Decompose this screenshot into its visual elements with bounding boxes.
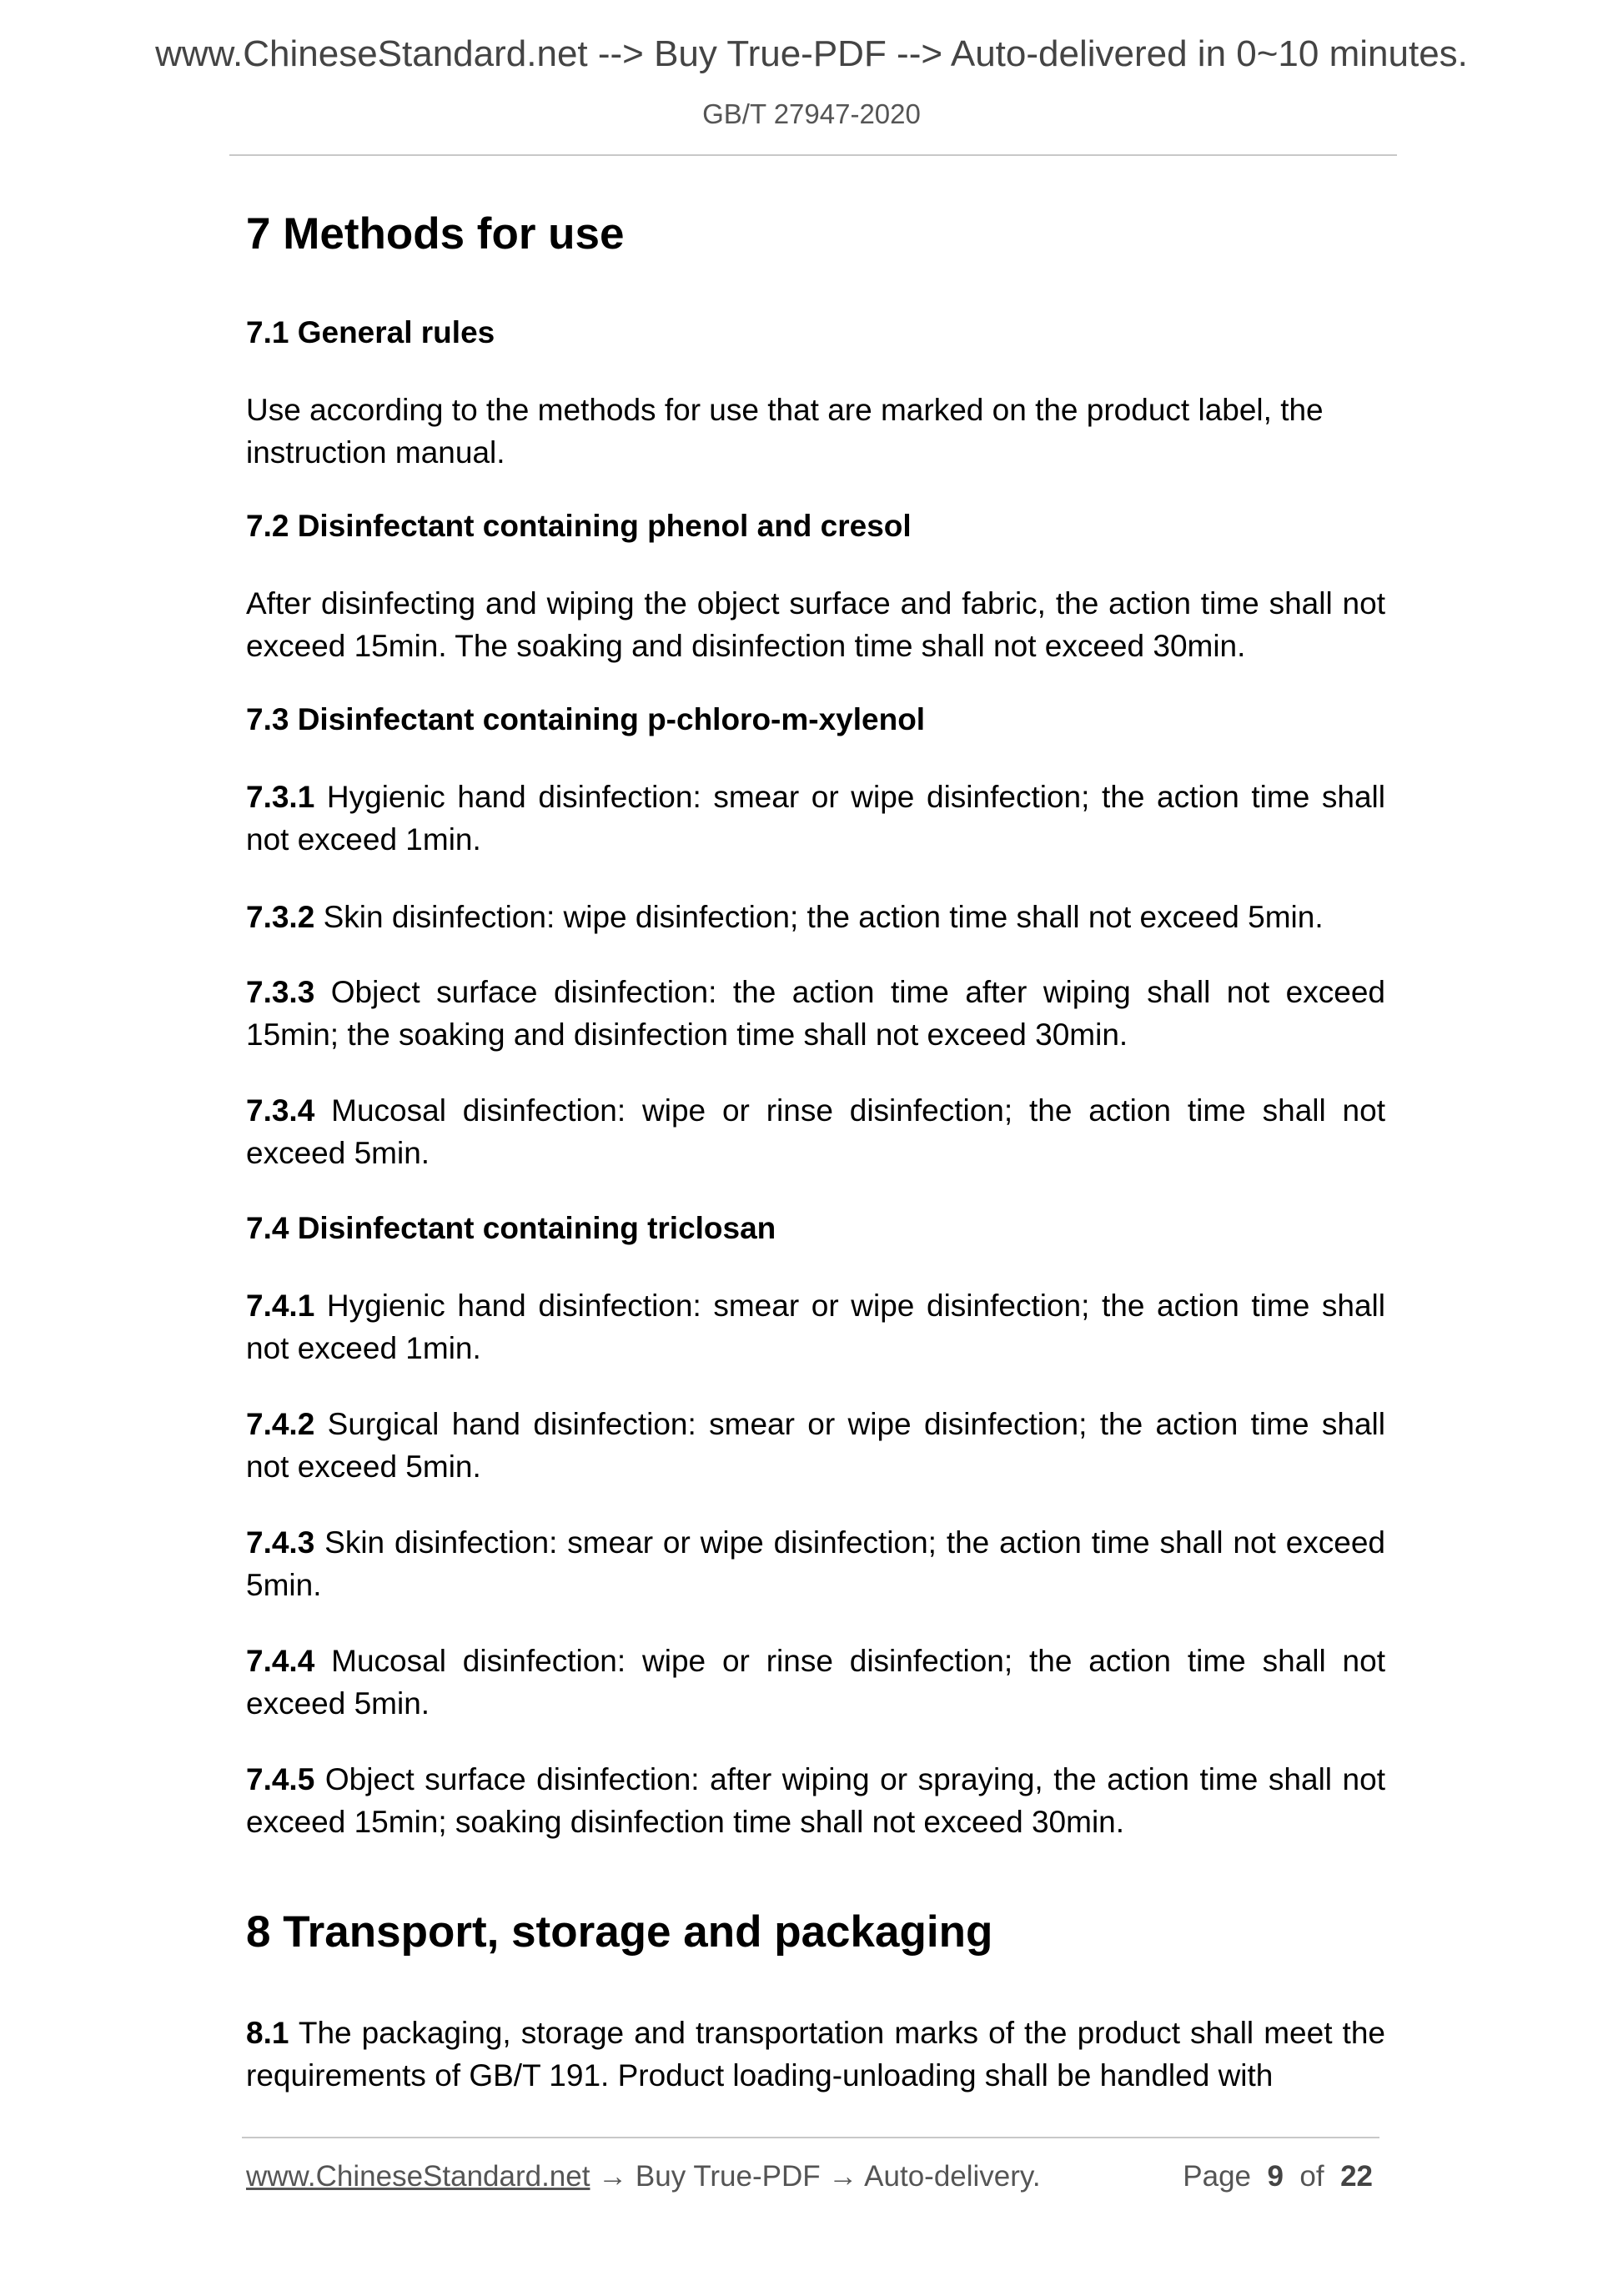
clause-text: Mucosal disinfection: wipe or rinse disinfection; the action time shall not exceed 5min. — [246, 1093, 1385, 1170]
section-7-1-text: Use according to the methods for use that are marked on the product label, the instruction manual. — [246, 393, 1324, 470]
clause-number: 7.4.5 — [246, 1762, 315, 1796]
clause-7-4-3 — [246, 1521, 1385, 1606]
footer-site-link[interactable]: www.ChineseStandard.net — [246, 2160, 590, 2193]
page-current: 9 — [1267, 2160, 1284, 2193]
page-total: 22 — [1340, 2160, 1373, 2193]
header-divider — [229, 154, 1397, 156]
clause-7-4-5 — [246, 1758, 1385, 1843]
clause-text: The packaging, storage and transportation marks of the product shall meet the requirements of GB/T 191. Product loading-unloading shall be handled with — [246, 2016, 1385, 2093]
clause-text: Hygienic hand disinfection: smear or wipe disinfection; the action time shall not exceed 1min. — [246, 1289, 1385, 1365]
section-7-1-title: 7.1 General rules — [246, 315, 495, 349]
clause-text: Skin disinfection: smear or wipe disinfection; the action time shall not exceed 5min. — [246, 1525, 1385, 1602]
clause-7-3-3 — [246, 971, 1385, 1056]
section-7-title: 7 Methods for use — [246, 209, 625, 259]
clause-7-3-4 — [246, 1089, 1385, 1174]
clause-text: Surgical hand disinfection: smear or wipe disinfection; the action time shall not exceed 5min. — [246, 1407, 1385, 1484]
page-indicator — [1183, 2160, 1373, 2193]
header-banner: www.ChineseStandard.net --> Buy True-PDF --> Auto-delivered in 0~10 minutes. — [155, 33, 1468, 74]
clause-7-4-4 — [246, 1640, 1385, 1725]
footer-divider — [242, 2137, 1379, 2138]
clause-7-3-1 — [246, 776, 1385, 861]
footer-tagline: → Buy True-PDF → Auto-delivery. — [590, 2160, 1041, 2193]
section-7-3-title: 7.3 Disinfectant containing p-chloro-m-xylenol — [246, 702, 926, 736]
clause-number: 7.4.2 — [246, 1407, 315, 1441]
clause-number: 8.1 — [246, 2016, 289, 2050]
clause-number: 7.4.3 — [246, 1525, 315, 1560]
clause-text: Hygienic hand disinfection: smear or wipe disinfection; the action time shall not exceed 1min. — [246, 780, 1385, 857]
clause-text: Skin disinfection: wipe disinfection; the action time shall not exceed 5min. — [314, 900, 1324, 934]
clause-8-1 — [246, 2012, 1385, 2097]
section-7-2-text: After disinfecting and wiping the object surface and fabric, the action time shall not exceed 15min. The soaking and disinfection time shall not exceed 30min. — [246, 586, 1385, 663]
standard-code: GB/T 27947-2020 — [702, 98, 921, 129]
section-8-title: 8 Transport, storage and packaging — [246, 1907, 993, 1957]
page-of: of — [1299, 2160, 1324, 2193]
clause-7-4-2 — [246, 1403, 1385, 1488]
clause-number: 7.3.2 — [246, 900, 315, 934]
clause-number: 7.3.4 — [246, 1093, 315, 1128]
clause-number: 7.3.3 — [246, 975, 315, 1009]
page-label: Page — [1183, 2160, 1252, 2193]
section-7-4-title: 7.4 Disinfectant containing triclosan — [246, 1211, 776, 1245]
clause-7-3-2 — [246, 896, 1385, 938]
clause-text: Mucosal disinfection: wipe or rinse disinfection; the action time shall not exceed 5min. — [246, 1644, 1385, 1721]
clause-7-4-1 — [246, 1284, 1385, 1369]
clause-number: 7.3.1 — [246, 780, 315, 814]
clause-number: 7.4.4 — [246, 1644, 315, 1678]
footer-promo — [246, 2160, 1041, 2193]
clause-text: Object surface disinfection: after wiping or spraying, the action time shall not exceed 15min; soaking disinfection time shall not exceed 30min. — [246, 1762, 1385, 1839]
clause-number: 7.4.1 — [246, 1289, 315, 1323]
clause-text: Object surface disinfection: the action time after wiping shall not exceed 15min; the soaking and disinfection time shall not exceed 30min. — [246, 975, 1385, 1052]
section-7-2-title: 7.2 Disinfectant containing phenol and cresol — [246, 509, 912, 543]
